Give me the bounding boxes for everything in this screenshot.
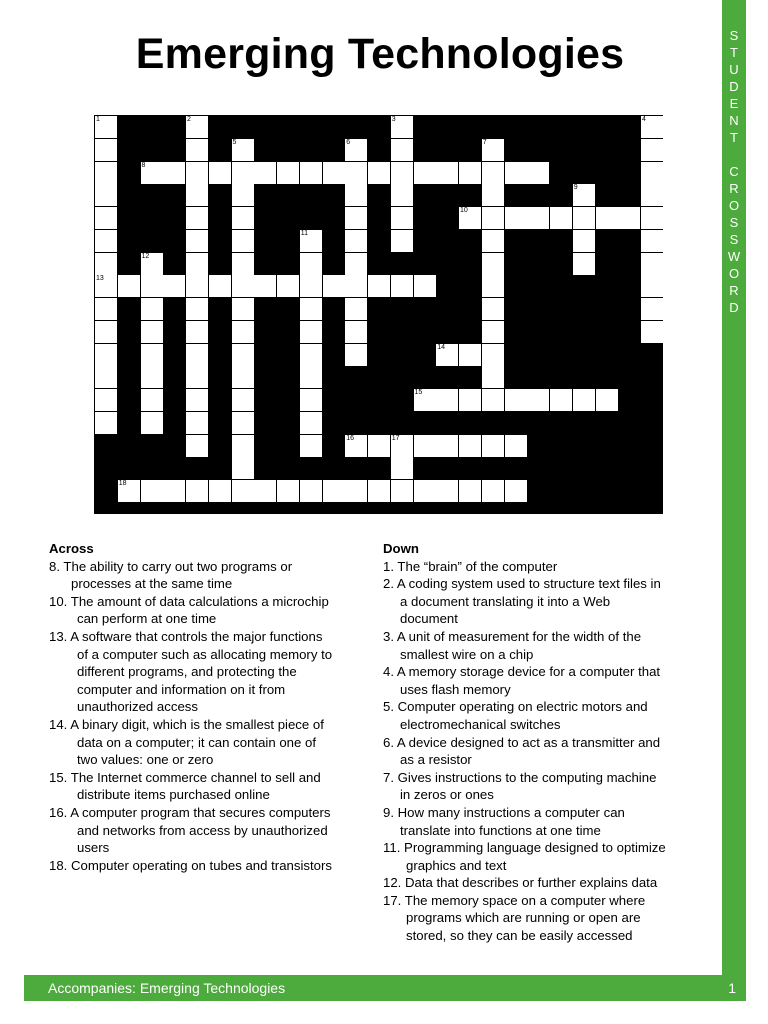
crossword-cell[interactable] [209,275,231,297]
sidebar-letter: S [729,28,739,43]
crossword-cell[interactable] [482,184,504,206]
crossword-cell[interactable] [345,207,367,229]
clue-number: 5 [232,138,237,146]
crossword-cell[interactable] [641,184,663,206]
down-clue [383,734,713,769]
crossword-cell[interactable] [505,207,527,229]
clue-number: 11 [300,229,309,237]
crossword-cell[interactable] [141,275,163,297]
crossword-cell[interactable] [186,435,208,457]
across-clue-line: users [77,840,110,856]
crossword-cell[interactable] [232,457,254,479]
crossword-cell[interactable] [95,139,117,161]
crossword-cell[interactable] [232,253,254,275]
crossword-cell[interactable] [345,139,367,161]
crossword-cell[interactable] [482,298,504,320]
crossword-cell[interactable] [368,162,390,184]
crossword-cell[interactable] [277,275,299,297]
crossword-cell[interactable] [300,321,322,343]
crossword-cell[interactable] [232,139,254,161]
crossword-cell[interactable] [345,162,367,184]
crossword-cell[interactable] [391,116,413,138]
crossword-cell[interactable] [323,480,345,502]
sidebar-letter: R [729,283,739,298]
sidebar-letter: S [729,215,739,230]
across-clue-line: different programs, and protecting the [77,664,297,680]
crossword-cell[interactable] [95,253,117,275]
across-clues [49,540,379,874]
crossword-cell[interactable] [482,389,504,411]
down-clue-line: document [400,611,458,627]
crossword-cell[interactable] [436,344,458,366]
crossword-cell[interactable] [573,253,595,275]
across-clue [49,804,379,857]
crossword-cell[interactable] [368,435,390,457]
crossword-cell[interactable] [232,435,254,457]
down-clue-line: programs which are running or open are [406,910,641,926]
clue-number: 8 [141,161,146,169]
crossword-cell[interactable] [345,253,367,275]
crossword-cell[interactable] [482,321,504,343]
crossword-cell[interactable] [95,207,117,229]
crossword-cell[interactable] [232,389,254,411]
crossword-cell[interactable] [391,275,413,297]
crossword-cell[interactable] [95,275,117,297]
sidebar-letter: W [727,249,741,264]
crossword-cell[interactable] [505,480,527,502]
clue-number: 4 [642,116,646,123]
crossword-cell[interactable] [482,435,504,457]
crossword-cell[interactable] [596,207,618,229]
down-clue [383,698,713,733]
clue-number: 15 [414,389,423,396]
crossword-cell[interactable] [186,116,208,138]
crossword-cell[interactable] [459,207,481,229]
across-clue-line: can perform at one time [77,611,217,627]
crossword-cell[interactable] [95,366,117,388]
sidebar-vertical-text [722,27,746,316]
crossword-cell[interactable] [482,253,504,275]
sidebar-letter: D [729,300,739,315]
across-clue-line: distribute items purchased online [77,787,270,803]
crossword-cell[interactable] [482,344,504,366]
crossword-cell[interactable] [641,230,663,252]
crossword-cell[interactable] [459,389,481,411]
sidebar-letter: T [730,45,738,60]
crossword-cell[interactable] [95,298,117,320]
across-clue-line: 16. A computer program that secures computers [49,804,331,820]
across-clue-line: data on a computer; it can contain one of [77,734,316,750]
down-clue-line: a document translating it into a Web [400,593,611,609]
clue-number: 6 [346,138,351,146]
across-clue-line: 14. A binary digit, which is the smallest piece of [49,716,324,732]
crossword-grid [94,115,663,514]
crossword-cell[interactable] [141,298,163,320]
crossword-cell[interactable] [391,480,413,502]
down-clue-line: uses flash memory [400,681,511,697]
crossword-cell[interactable] [300,162,322,184]
down-clue [383,804,713,839]
down-clue [383,839,713,874]
across-heading: Across [49,541,94,556]
across-clue-line: 10. The amount of data calculations a microchip [49,593,329,609]
crossword-cell[interactable] [254,162,276,184]
crossword-cell[interactable] [186,184,208,206]
crossword-cell[interactable] [186,366,208,388]
crossword-cell[interactable] [345,435,367,457]
across-clue-line: processes at the same time [71,576,233,592]
crossword-cell[interactable] [391,230,413,252]
crossword-cell[interactable] [232,230,254,252]
sidebar-letter: E [729,96,739,111]
crossword-cell[interactable] [95,344,117,366]
clue-number: 18 [118,480,127,487]
down-clue-line: 3. A unit of measurement for the width of the [383,628,642,644]
crossword-cell[interactable] [391,435,413,457]
crossword-cell[interactable] [300,344,322,366]
crossword-cell[interactable] [95,230,117,252]
sidebar-letter: O [728,266,740,281]
crossword-cell[interactable] [141,344,163,366]
crossword-cell[interactable] [641,207,663,229]
crossword-cell[interactable] [232,344,254,366]
across-clue-line: 8. The ability to carry out two programs or [49,558,293,574]
clue-number: 13 [96,275,104,283]
crossword-cell[interactable] [368,275,390,297]
crossword-cell[interactable] [641,162,663,184]
down-clue [383,874,713,892]
crossword-cell[interactable] [186,412,208,434]
crossword-cell[interactable] [391,162,413,184]
crossword-cell[interactable] [436,480,458,502]
crossword-cell[interactable] [414,162,436,184]
crossword-cell[interactable] [95,412,117,434]
sidebar-band [722,0,746,975]
crossword-cell[interactable] [391,457,413,479]
crossword-cell[interactable] [414,480,436,502]
crossword-cell[interactable] [141,389,163,411]
crossword-cell[interactable] [482,162,504,184]
footer-text: Accompanies: Emerging Technologies [48,980,286,996]
down-clue-line: electromechanical switches [400,716,561,732]
across-clue-line: 13. A software that controls the major functions [49,628,323,644]
crossword-cell[interactable] [254,275,276,297]
crossword-cell[interactable] [163,480,185,502]
crossword-cell[interactable] [505,435,527,457]
crossword-cell[interactable] [550,389,572,411]
crossword-cell[interactable] [300,253,322,275]
down-clue-line: 6. A device designed to act as a transmitter and [383,734,661,750]
down-clue-line: 9. How many instructions a computer can [383,804,625,820]
crossword-cell[interactable] [641,321,663,343]
down-clue-line: 2. A coding system used to structure text files in [383,576,661,592]
sidebar-letter: U [729,62,739,77]
across-clue [49,716,379,769]
crossword-cell[interactable] [186,389,208,411]
down-clue-line: 1. The “brain” of the computer [383,558,558,574]
down-clue [383,558,713,576]
crossword-cell[interactable] [345,344,367,366]
sidebar-letter: S [729,232,739,247]
crossword-cell[interactable] [323,275,345,297]
crossword-cell[interactable] [141,412,163,434]
crossword-cell[interactable] [459,435,481,457]
down-clue [383,628,713,663]
crossword-cell[interactable] [482,230,504,252]
crossword-cell[interactable] [95,116,117,138]
crossword-cell[interactable] [505,389,527,411]
down-clue-line: 4. A memory storage device for a computer that [383,664,661,680]
clue-number: 17 [391,434,400,442]
page-number: 1 [728,980,736,996]
down-clue-line: stored, so they can be easily accessed [406,928,633,944]
crossword-cell[interactable] [232,412,254,434]
crossword-cell[interactable] [300,298,322,320]
down-clue [383,892,713,945]
crossword-cell[interactable] [232,275,254,297]
across-clue-line: of a computer such as allocating memory to [77,646,333,662]
crossword-cell[interactable] [209,480,231,502]
crossword-cell[interactable] [391,139,413,161]
crossword-cell[interactable] [163,162,185,184]
crossword-cell[interactable] [641,253,663,275]
down-clue [383,769,713,804]
clue-number: 14 [437,343,446,351]
crossword-cell[interactable] [186,253,208,275]
down-clue-line: translate into functions at one time [400,822,601,838]
crossword-cell[interactable] [482,139,504,161]
crossword-cell[interactable] [186,207,208,229]
crossword-cell[interactable] [482,480,504,502]
crossword-cell[interactable] [277,162,299,184]
down-clue [383,575,713,628]
clue-number: 12 [141,252,150,260]
crossword-cell[interactable] [186,480,208,502]
crossword-cell[interactable] [573,184,595,206]
clue-number: 16 [346,434,355,442]
down-clue-line: 11. Programming language designed to optimize [383,840,666,856]
crossword-cell[interactable] [141,366,163,388]
across-clue-line: 15. The Internet commerce channel to sell and [49,769,321,785]
crossword-cell[interactable] [323,162,345,184]
crossword-cell[interactable] [414,389,436,411]
crossword-cell[interactable] [436,389,458,411]
crossword-cell[interactable] [459,480,481,502]
crossword-cell[interactable] [618,207,640,229]
crossword-cell[interactable] [527,162,549,184]
crossword-cell[interactable] [254,480,276,502]
clue-number: 9 [573,184,578,192]
across-clue-line: two values: one or zero [77,752,214,768]
crossword-cell[interactable] [345,184,367,206]
crossword-cell[interactable] [141,480,163,502]
crossword-cell[interactable] [641,275,663,297]
crossword-cell[interactable] [186,139,208,161]
crossword-cell[interactable] [391,207,413,229]
crossword-cell[interactable] [232,207,254,229]
crossword-cell[interactable] [141,162,163,184]
across-clue [49,857,379,875]
footer-bar [24,975,746,1001]
down-clue-line: 17. The memory space on a computer where [383,892,646,908]
crossword-cell[interactable] [300,435,322,457]
crossword-cell[interactable] [186,298,208,320]
crossword-cell[interactable] [300,275,322,297]
crossword-cell[interactable] [345,480,367,502]
down-clue-line: graphics and text [406,857,507,873]
crossword-cell[interactable] [482,207,504,229]
crossword-cell[interactable] [163,275,185,297]
crossword-cell[interactable] [641,298,663,320]
crossword-cell[interactable] [232,162,254,184]
down-clue-line: smallest wire on a chip [400,646,534,662]
crossword-cell[interactable] [482,275,504,297]
sidebar-letter: D [729,79,739,94]
crossword-cell[interactable] [300,366,322,388]
crossword-cell[interactable] [391,184,413,206]
crossword-cell[interactable] [232,366,254,388]
crossword-cell[interactable] [186,321,208,343]
sidebar-letter: O [728,198,740,213]
down-clue-line: 12. Data that describes or further explains data [383,875,658,891]
crossword-cell[interactable] [414,435,436,457]
crossword-cell[interactable] [641,116,663,138]
crossword-cell[interactable] [596,389,618,411]
crossword-cell[interactable] [527,389,549,411]
down-heading: Down [383,541,419,556]
crossword-cell[interactable] [368,480,390,502]
clue-number: 7 [482,138,487,146]
sidebar-letter: R [729,181,739,196]
crossword-cell[interactable] [505,162,527,184]
across-clue-line: unauthorized access [77,699,198,715]
sidebar-letter: N [729,113,739,128]
crossword-cell[interactable] [95,184,117,206]
down-clue-line: 7. Gives instructions to the computing machine [383,769,657,785]
crossword-cell[interactable] [232,298,254,320]
crossword-cell[interactable] [209,162,231,184]
crossword-cell[interactable] [573,389,595,411]
crossword-cell[interactable] [550,207,572,229]
crossword-cell[interactable] [300,480,322,502]
crossword-cell[interactable] [232,184,254,206]
across-clue-line: 18. Computer operating on tubes and transistors [49,857,332,873]
across-clue [49,769,379,804]
across-clue [49,558,379,593]
down-clue-line: as a resistor [400,752,472,768]
crossword-cell[interactable] [186,275,208,297]
across-clue-line: computer and information on it from [77,681,286,697]
crossword-cell[interactable] [345,321,367,343]
crossword-cell[interactable] [436,162,458,184]
crossword-cell[interactable] [95,162,117,184]
clue-number: 3 [391,116,396,123]
clue-number: 1 [96,116,100,123]
crossword-cell[interactable] [186,344,208,366]
crossword-cell[interactable] [459,344,481,366]
crossword-cell[interactable] [186,230,208,252]
crossword-cell[interactable] [345,298,367,320]
crossword-cell[interactable] [482,366,504,388]
crossword-cell[interactable] [118,480,140,502]
crossword-cell[interactable] [95,321,117,343]
across-clue [49,628,379,716]
clue-number: 2 [187,116,191,123]
down-clues [383,540,713,945]
crossword-cell[interactable] [232,321,254,343]
crossword-cell[interactable] [118,275,140,297]
crossword-cell[interactable] [345,275,367,297]
sidebar-letter: C [729,164,739,179]
crossword-cell[interactable] [232,480,254,502]
crossword-cell[interactable] [277,480,299,502]
crossword-cell[interactable] [141,321,163,343]
crossword-cell[interactable] [573,230,595,252]
crossword-cell[interactable] [300,230,322,252]
crossword-cell[interactable] [95,389,117,411]
down-clue-line: in zeros or ones [400,787,494,803]
crossword-cell[interactable] [300,412,322,434]
crossword-cell[interactable] [300,389,322,411]
crossword-cell[interactable] [186,162,208,184]
clue-number: 10 [460,207,468,214]
crossword-cell[interactable] [573,207,595,229]
across-clue [49,593,379,628]
down-clue-line: 5. Computer operating on electric motors and [383,699,648,715]
crossword-cell[interactable] [345,230,367,252]
across-clue-line: and networks from access by unauthorized [77,822,328,838]
crossword-cell[interactable] [414,275,436,297]
crossword-cell[interactable] [641,139,663,161]
crossword-cell[interactable] [141,253,163,275]
sidebar-letter: T [730,130,738,145]
page-title: Emerging Technologies [135,30,625,78]
crossword-cell[interactable] [459,162,481,184]
crossword-cell[interactable] [527,207,549,229]
down-clue [383,663,713,698]
crossword-cell[interactable] [436,435,458,457]
